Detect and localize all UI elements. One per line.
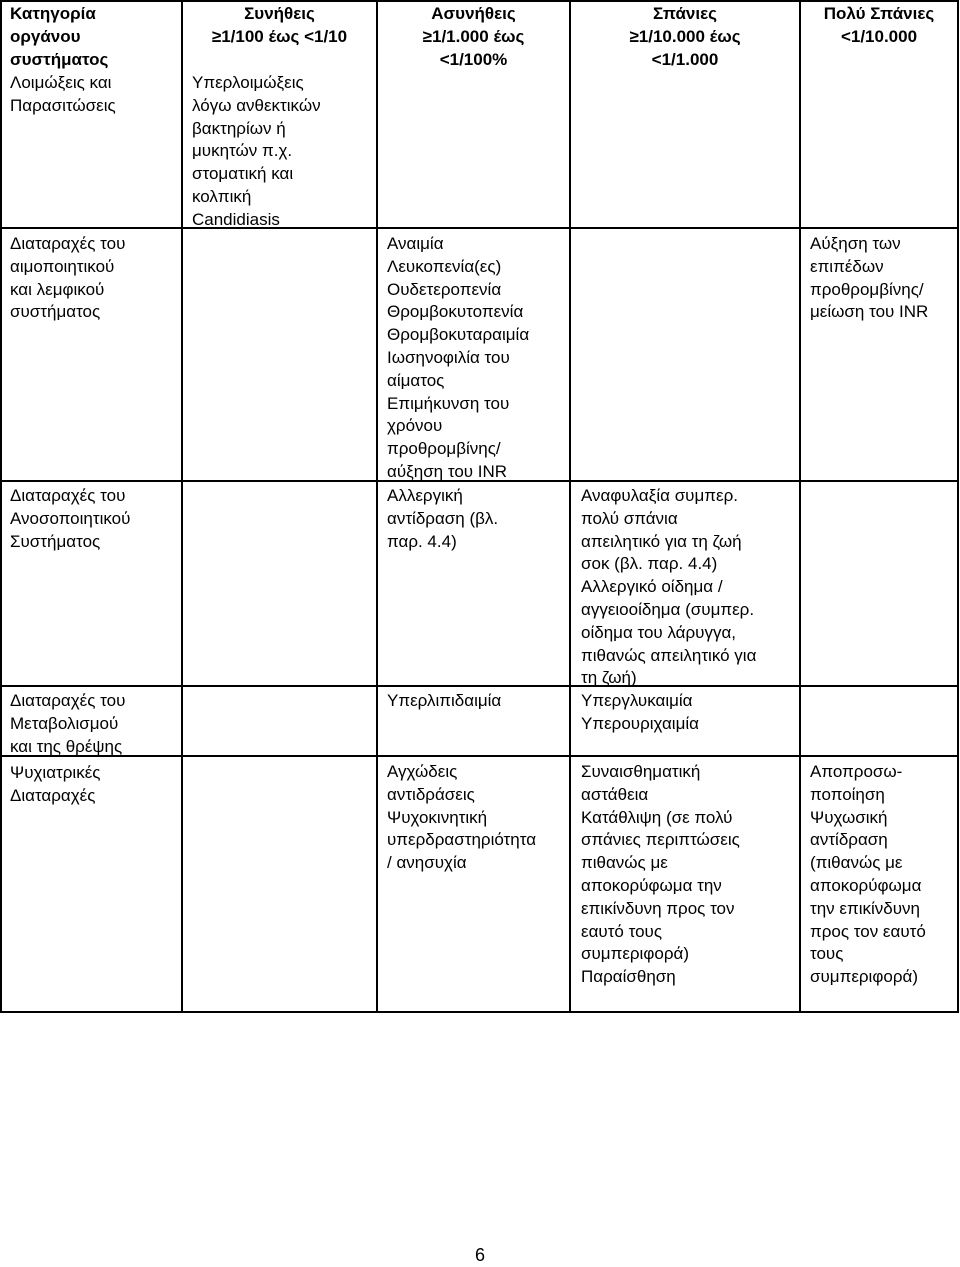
category-psychiatric: Ψυχιατρικές Διαταραχές <box>10 763 101 805</box>
category-blood: Διαταραχές του αιμοποιητικού και λεμφικού συστήματος <box>10 234 126 322</box>
blood-uncommon: Αναιμία Λευκοπενία(ες) Ουδετεροπενία Θρομβοκυτοπενία Θρομβοκυταραιμία Ιωσηνοφιλία του αίματος Επιμήκυνση του χρόνου προθρομβίνης/ αύξηση του INR <box>387 234 530 481</box>
blood-very-rare: Αύξηση των επιπέδων προθρομβίνης/ μείωση του INR <box>810 234 929 322</box>
row-divider <box>0 227 959 229</box>
table-border-right <box>957 0 959 1013</box>
psychiatric-uncommon: Αγχώδεις αντιδράσεις Ψυχοκινητική υπερδραστηριότητα / ανησυχία <box>387 762 537 873</box>
table-border-left <box>0 0 2 1013</box>
category-infections: Λοιμώξεις και Παρασιτώσεις <box>10 73 116 115</box>
immune-uncommon: Αλλεργική αντίδραση (βλ. παρ. 4.4) <box>387 486 499 551</box>
immune-rare: Αναφυλαξία συμπερ. πολύ σπάνια απειλητικό για τη ζωή σοκ (βλ. παρ. 4.4) Αλλεργικό οίδημα / αγγειοοίδημα (συμπερ. οίδημα του λάρυγγα, πιθανώς απειλητικό για τη ζωή) <box>581 486 757 688</box>
column-divider <box>376 0 378 1013</box>
header-rare: Σπάνιες ≥1/10.000 έως <1/1.000 <box>629 4 741 69</box>
psychiatric-very-rare: Αποπροσω- ποποίηση Ψυχωσική αντίδραση (πιθανώς με αποκορύφωμα την επικίνδυνη προς τον εαυτό τους συμπεριφορά) <box>810 762 926 987</box>
metabolism-rare: Υπεργλυκαιμία Υπερουριχαιμία <box>581 691 699 733</box>
header-category: Κατηγορία οργάνου συστήματος <box>10 4 109 69</box>
table-border-bottom <box>0 1011 959 1013</box>
category-metabolism: Διαταραχές του Μεταβολισμού και της θρέψης <box>10 691 126 756</box>
metabolism-uncommon: Υπερλιπιδαιμία <box>387 691 502 710</box>
category-immune: Διαταραχές του Ανοσοποιητικού Συστήματος <box>10 486 131 551</box>
header-uncommon: Ασυνήθεις ≥1/1.000 έως <1/100% <box>422 4 525 69</box>
table-border-top <box>0 0 959 2</box>
row-divider <box>0 685 959 687</box>
column-divider <box>799 0 801 1013</box>
column-divider <box>181 0 183 1013</box>
header-common: Συνήθεις ≥1/100 έως <1/10 <box>211 4 348 46</box>
infections-common: Υπερλοιμώξεις λόγω ανθεκτικών βακτηρίων ή μυκητών π.χ. στοματική και κολπική Candidiasis <box>192 73 321 229</box>
header-very-rare: Πολύ Σπάνιες <1/10.000 <box>823 4 935 46</box>
column-divider <box>569 0 571 1013</box>
psychiatric-rare: Συναισθηματική αστάθεια Κατάθλιψη (σε πολύ σπάνιες περιπτώσεις πιθανώς με αποκορύφωμα την επικίνδυνη προς τον εαυτό τους συμπεριφορά) Παραίσθηση <box>581 762 740 987</box>
page-number: 6 <box>474 1245 485 1265</box>
